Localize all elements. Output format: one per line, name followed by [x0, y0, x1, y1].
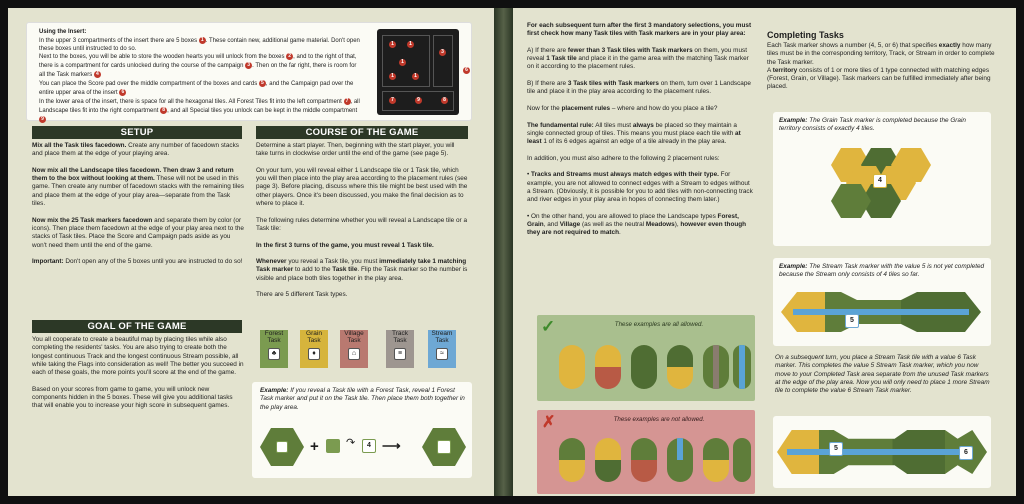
- stream-line-2: [787, 449, 973, 455]
- left-page: [8, 8, 494, 496]
- forest-marker-back: [326, 439, 340, 453]
- not-allowed-pair-6: [733, 438, 751, 482]
- insert-title: Using the Insert:: [39, 29, 87, 35]
- stream-task-marker-5: 5: [845, 314, 859, 328]
- stream-task-marker-5b: 5: [829, 442, 843, 456]
- not-allowed-pair-5: [703, 438, 729, 482]
- allowed-caption: These examples are all allowed.: [614, 321, 704, 328]
- stream-line: [793, 309, 969, 315]
- right-page: [513, 8, 1016, 496]
- completing-text: Each Task marker shows a number (4, 5, or 6) that specifies exactly how many tiles must be in the corresponding territory, Track, or Stream in order to complete the Task marker. A territory consists of 1 or more tiles of 1 type connected with matching edges (Forest, Grain, or Village). Task markers can be fulfilled immediately after being placed.: [767, 42, 995, 91]
- plus-icon: +: [310, 438, 319, 455]
- stream-task-marker-6: 6: [959, 446, 973, 460]
- allowed-pair-6: [733, 345, 751, 389]
- turn-rules-text: For each subsequent turn after the first 3 mandatory selections, you must first check how many Task tiles with Task markers are in your play area: A) If there are fewer than 3 Task tiles with Task markers on them, you must reveal 1 Task tile and place it in the game area with the matching Task marker on it according to the placement rules. B) If there are 3 Task tiles with Task markers on them, turn over 1 Landscape tile and place it in the play area according to the placement rules. Now for the placement rules – where and how do you place a tile? The fundamental rule: All tiles must always be placed so they maintain a single connected group of tiles. This means you must place each tile with at least 1 of its 6 edges against an edge of a tile already in the play area. In addition, you must also adhere to the following 2 placement rules: • Tracks and Streams must always match edges with their type. For example, you are not allowed to connect edges with a Stream to edges without a Stream. (Obviously, it is possible for you to add tiles with non-connecting track and river edges in your play area in hopes of connecting them later.) • On the other hand, you are allowed to place the Landscape types Forest, Grain, and Village (as well as the neutral Meadows), however even though they are not required to match.: [527, 22, 753, 237]
- allowed-pair-1: [559, 345, 585, 389]
- task-type-grain: Grain Task ♦: [300, 330, 328, 368]
- allowed-pair-4: [667, 345, 693, 389]
- goal-text: You all cooperate to create a beautiful map by placing tiles while also completing the residents' tasks. You are also trying to create both the longest continuous Track and the longest continuous Stream possible, all while taking the Flags into consideration as well! The better you succeed in each of these goals, the more points you'll score at the end of the game. Based on your scores from game to game, you will unlock new components hidden in the 5 boxes. These will give you additional tasks that will enable you to increase your high score in subsequent games.: [32, 336, 244, 410]
- task-type-stream: Stream Task ≈: [428, 330, 456, 368]
- forest-icon: ♣: [268, 348, 280, 360]
- not-allowed-pair-1: [559, 438, 585, 482]
- grain-icon: ♦: [308, 348, 320, 360]
- village-icon: ⌂: [348, 348, 360, 360]
- checkmark-icon: ✓: [541, 317, 556, 336]
- task-type-forest: Forest Task ♣: [260, 330, 288, 368]
- allowed-pair-2: [595, 345, 621, 389]
- insert-text: Using the Insert: In the upper 3 compartments of the insert there are 5 boxes 1 . These contain new, additional game material. Don't open these boxes until instructed to do so. Next to the boxes, you will be able to store the wooden hearts you will unlock from the boxes 2 , and to the right of that, there is a compartment for cards unlocked during the course of the campaign 3 . Then on the far right, there is room for all the Task markers 4 You can place the Score pad over the middle compartment of the boxes and cards 5 , and the Campaign pad over the entire upper area of the insert 6 In the lower area of the insert, there is space for all the hexagonal tiles. All Forest Tiles fit into the left compartment 7 , all Landscape tiles fit into the right compartment 8 , and all Special tiles you unlock can be kept in the middle compartment 9: [39, 29, 360, 122]
- stream-icon: ≈: [436, 348, 448, 360]
- completing-heading: Completing Tasks: [767, 30, 844, 40]
- not-allowed-pair-3: [631, 438, 657, 482]
- grain-task-marker: 4: [873, 174, 887, 188]
- setup-text: Mix all the Task tiles facedown. Create any number of facedown stacks and place them at the edge of your playing area. Now mix all the Landscape tiles facedown. Then draw 3 and return them to the box without looking at them. These will not be used in this game. Then create any number of facedown stacks with the remaining tiles and place them at the edge of your play area—separate from the Task tiles. Now mix the 25 Task markers facedown and separate them by color (or icons). Then place them facedown at the edge of your play area next to the stacks of Task tiles. Place the Score and Campaign pads aside as you won't need them until the end of the game. Important: Don't open any of the 5 boxes until you are instructed to do so!: [32, 142, 244, 266]
- grain-example-box: [773, 112, 991, 246]
- allowed-examples: [537, 315, 755, 401]
- cross-icon: ✗: [542, 414, 556, 431]
- grain-example-text: Example: The Grain Task marker is completed because the Grain territory consists of exactly 4 tiles.: [779, 117, 966, 133]
- course-text: Determine a start player. Then, beginning with the start player, you will take turns in clockwise order until the end of the game (see page 5). On your turn, you will reveal either 1 Landscape tile or 1 Task tile, which you will then place into the play area according to the placement rules (see page 3). Before placing, discuss where this tile might be best used with the other players. Once it's been discussed, you make the final decision as to where to place it. The following rules determine whether you will reveal a Landscape tile or a Task tile: In the first 3 turns of the game, you must reveal 1 Task tile. Whenever you reveal a Task tile, you must immediately take 1 matching Task marker to add to the Task tile. Flip the Task marker so the number is visible and place both tiles together in the play area. There are 5 different Task types.: [256, 142, 468, 299]
- course-heading: COURSE OF THE GAME: [256, 126, 468, 139]
- course-example-text: Example: If you reveal a Task tile with a Forest Task, reveal 1 Forest Task marker and put it on the Task tile. Then place them both together in the play area.: [260, 387, 465, 411]
- task-type-track: Track Task ≡: [386, 330, 414, 368]
- allowed-pair-5: [703, 345, 729, 389]
- book-spine: [494, 8, 513, 496]
- not-allowed-examples: [537, 410, 755, 494]
- stream-example-box: [773, 258, 991, 346]
- insert-illustration: 1 1 1 1 1 3 7 9 8: [377, 29, 459, 115]
- forest-task-icon: [276, 441, 288, 453]
- course-example-box: [252, 382, 472, 478]
- forest-marker-number: 4: [362, 439, 376, 453]
- flip-arrow-icon: ↷: [346, 437, 356, 449]
- task-type-village: Village Task ⌂: [340, 330, 368, 368]
- subsequent-turn-text: On a subsequent turn, you place a Stream Task tile with a value 6 Task marker. This completes the value 5 Stream Task marker, which you now move to your Completed Task area separate from the unused Task markers at the edge of the play area. Now you will only need to place 1 more Stream tile to complete the value 6 Stream Task marker.: [775, 354, 990, 395]
- not-allowed-caption: These examples are not allowed.: [613, 416, 705, 423]
- setup-heading: SETUP: [32, 126, 242, 139]
- not-allowed-pair-2: [595, 438, 621, 482]
- stream-result-box: [773, 416, 991, 488]
- track-icon: ≡: [394, 348, 406, 360]
- arrow-right-icon: ⟶: [382, 438, 401, 453]
- insert-box: Using the Insert: In the upper 3 compartments of the insert there are 5 boxes 1 . These contain new, additional game material. Don't open these boxes until instructed to do so. Next to the boxes, you will be able to store the wooden hearts you will unlock from the boxes 2 , and to the right of that, there is a compartment for cards unlocked during the course of the campaign 3 . Then on the far right, there is room for all the Task markers 4 You can place the Score pad over the middle compartment of the boxes and cards 5 , and the Campaign pad over the entire upper area of the insert 6 In the lower area of the insert, there is space for all the hexagonal tiles. All Forest Tiles fit into the left compartment 7 , all Landscape tiles fit into the right compartment 8 , and all Special tiles you unlock can be kept in the middle compartment 9 1 1 1 1 1 3 7 9 8 6: [26, 22, 472, 121]
- stream-example-text: Example: The Stream Task marker with the value 5 is not yet completed because the Stream only consists of 4 tiles so far.: [779, 263, 985, 279]
- allowed-pair-3: [631, 345, 657, 389]
- goal-heading: GOAL OF THE GAME: [32, 320, 242, 333]
- not-allowed-pair-4: [667, 438, 693, 482]
- forest-marker-on-tile: [437, 440, 451, 454]
